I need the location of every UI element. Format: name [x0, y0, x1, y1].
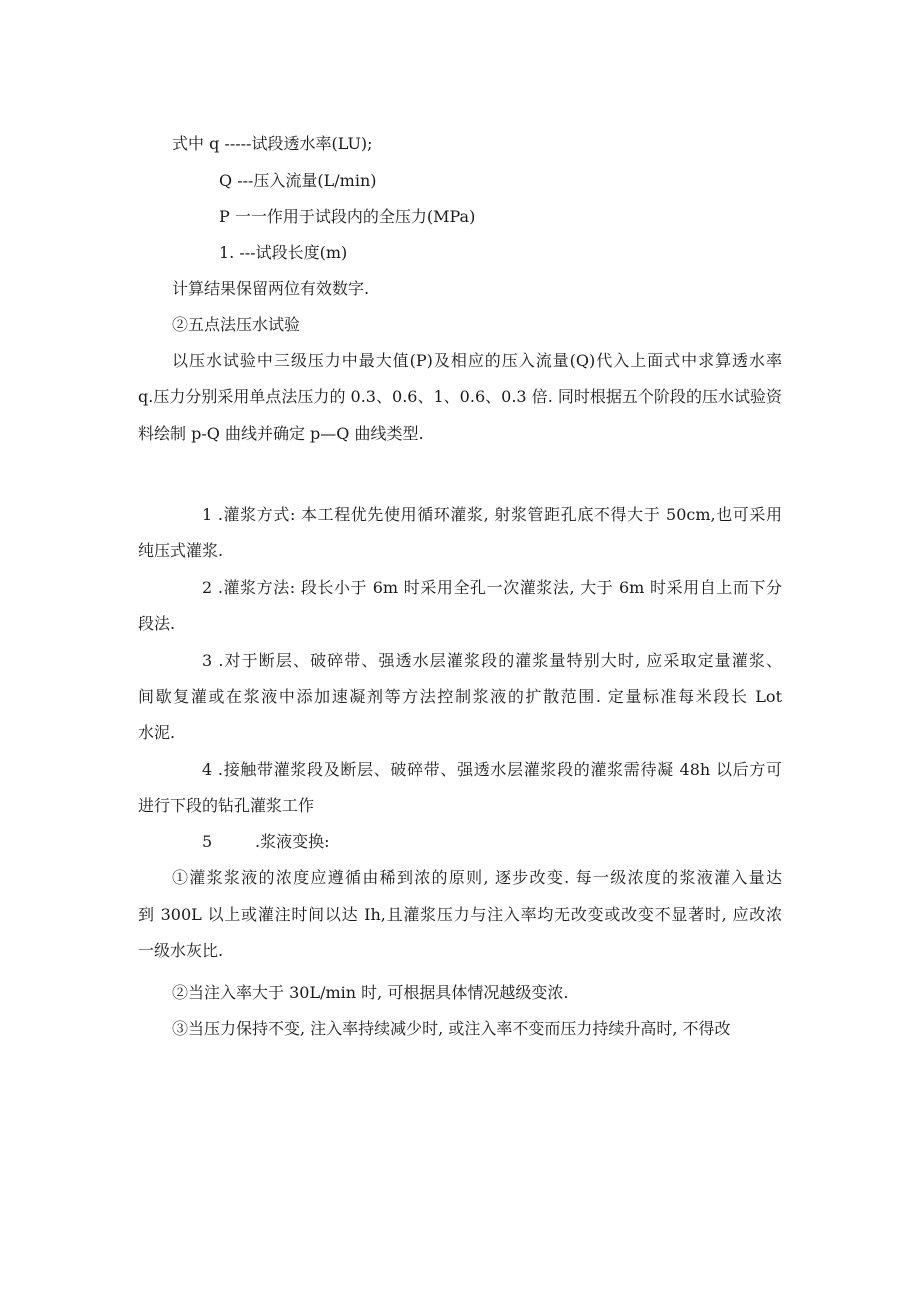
definition-length: 1. ---试段长度(m)	[219, 243, 348, 262]
paragraph-line: 以压水试验中三级压力中最大值(P)及相应的压入流量(Q)代入上面式中求算透水率	[172, 351, 782, 370]
definition-Q: Q ---压入流量(L/min)	[219, 171, 377, 190]
grouting-item-2: 2 .灌浆方法: 段长小于 6m 时采用全孔一次灌浆法, 大于 6m 时采用自上而下分	[202, 578, 782, 597]
slurry-rule-1-cont: 到 300L 以上或灌注时间以达 Ih,且灌浆压力与注入率均无改变或改变不显著时, 应改浓	[138, 905, 782, 924]
grouting-item-3-end: 水泥.	[138, 723, 176, 742]
grouting-item-4-cont: 进行下段的钻孔灌浆工作	[138, 796, 315, 815]
grouting-item-3-cont: 间歇复灌或在浆液中添加速凝剂等方法控制浆液的扩散范围. 定量标准每米段长 Lot	[138, 687, 782, 706]
slurry-rule-1-end: 一级水灰比.	[138, 941, 224, 960]
section-heading-five-point: ②五点法压水试验	[172, 315, 301, 334]
grouting-item-2-cont: 段法.	[138, 614, 176, 633]
definition-P: P 一一作用于试段内的全压力(MPa)	[219, 207, 476, 226]
grouting-item-4: 4 .接触带灌浆段及断层、破碎带、强透水层灌浆段的灌浆需待凝 48h 以后方可	[202, 760, 782, 779]
grouting-item-5-number: 5	[202, 832, 213, 851]
slurry-rule-1: ①灌浆浆液的浓度应遵循由稀到浓的原则, 逐步改变. 每一级浓度的浆液灌入量达	[172, 868, 782, 887]
paragraph-line: q.压力分别采用单点法压力的 0.3、0.6、1、0.6、0.3 倍. 同时根据五个阶段的压水试验资	[138, 387, 782, 406]
paragraph-line: 料绘制 p-Q 曲线并确定 p—Q 曲线类型.	[138, 424, 424, 443]
definition-q: 式中 q -----试段透水率(LU);	[172, 134, 373, 153]
slurry-rule-2: ②当注入率大于 30L/min 时, 可根据具体情况越级变浓.	[172, 983, 569, 1002]
precision-note: 计算结果保留两位有效数字.	[172, 279, 370, 298]
slurry-rule-3: ③当压力保持不变, 注入率持续减少时, 或注入率不变而压力持续升高时, 不得改	[172, 1019, 731, 1038]
grouting-item-5-label: .浆液变换:	[255, 832, 330, 851]
grouting-item-3: 3 .对于断层、破碎带、强透水层灌浆段的灌浆量特别大时, 应采取定量灌浆、	[202, 651, 782, 670]
grouting-item-1-cont: 纯压式灌浆.	[138, 541, 224, 560]
grouting-item-1: 1 .灌浆方式: 本工程优先使用循环灌浆, 射浆管距孔底不得大于 50cm,也可采用	[202, 505, 782, 524]
